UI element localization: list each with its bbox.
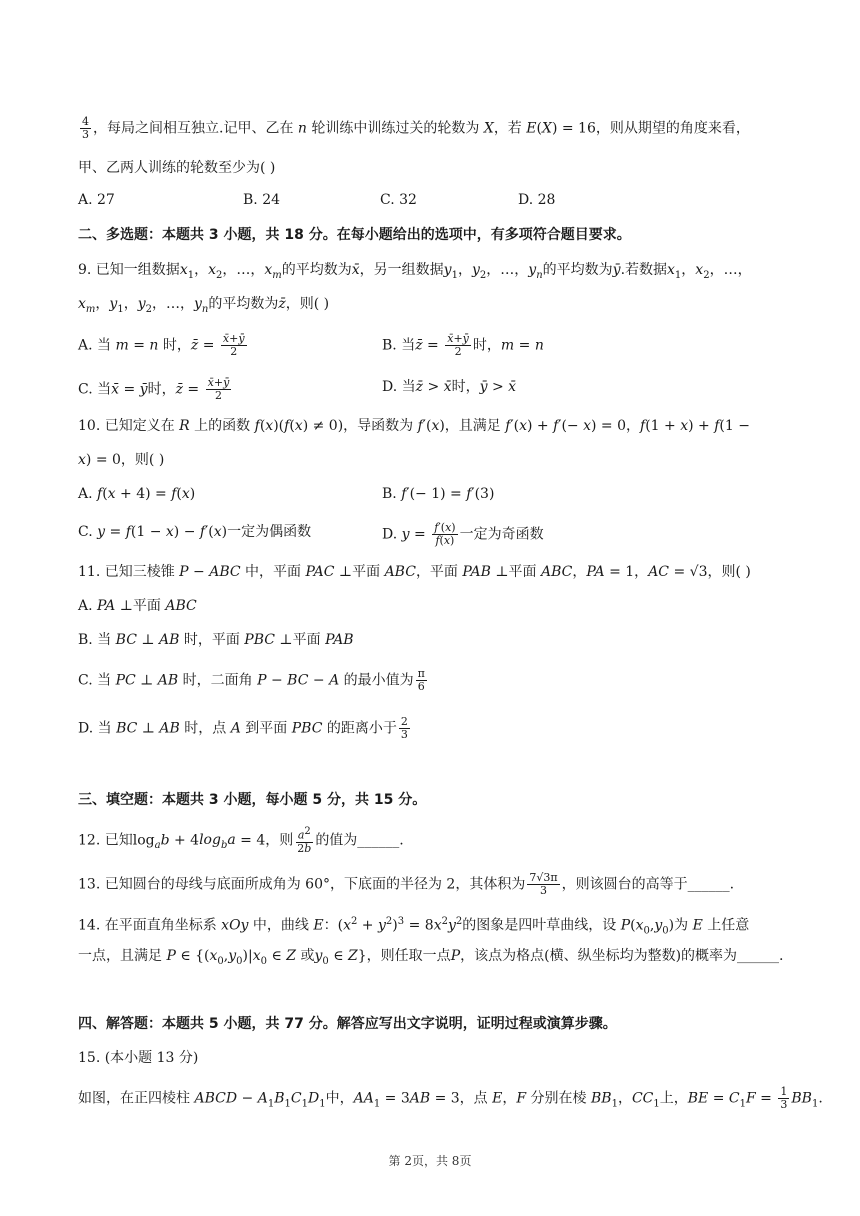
- q12: 12. 已知$\log_ab + 4\log_ba = 4$，则 $\frac{a^2}{2b}$ 的值为______.: [78, 826, 404, 855]
- q10-option-c: C. y = f(1 − x) − f′(x)一定为偶函数: [78, 524, 312, 540]
- q15-line1: 如图，在正四棱柱 ABCD − $A_1B_1C_1D_1$中，$AA_1 = 3AB = 3$，点 E，F 分别在棱 $BB_1$，$CC_1$上，BE = $C_1F$ = $\frac{1}{3}$ $BB_1$.: [78, 1085, 823, 1111]
- q11-option-c: C. 当 PC ⊥ AB 时，二面角 P − BC − A 的最小值为 $\frac{\pi}{6}$: [78, 667, 425, 693]
- q8-option-c: C. 32: [380, 192, 417, 208]
- q10-line2: x) = 0，则( ): [78, 452, 165, 468]
- q9-option-b: B. 当z̄ = $\frac{x̄+ȳ}{2}$ 时，m = n: [382, 332, 544, 358]
- q8-option-a: A. 27: [78, 192, 115, 208]
- q8-option-b: B. 24: [243, 192, 281, 208]
- q10-option-b: B. f′(− 1) = f′(3): [382, 486, 495, 502]
- q8-line1: $\frac{4}{3}$ ，每局之间相互独立.记甲、乙在 n 轮训练中训练过关的轮数为 X，若 E(X) = 16，则从期望的角度来看，: [82, 115, 750, 141]
- q9-option-c: C. 当x̄ = ȳ时，z̄ = $\frac{x̄+ȳ}{2}$: [78, 376, 230, 402]
- q11-option-b: B. 当 BC ⊥ AB 时，平面 PBC ⊥平面 PAB: [78, 632, 354, 648]
- section-4-heading: 四、解答题：本题共 5 小题，共 77 分。解答应写出文字说明，证明过程或演算步骤。: [78, 1016, 617, 1032]
- q9-line1: 9. 已知一组数据$x_1$，$x_2$，…，$x_m$的平均数为x̄，另一组数据$y_1$，$y_2$，…，$y_n$的平均数为ȳ.若数据$x_1$，$x_2$，…，: [78, 262, 752, 281]
- q11-option-a: A. PA ⊥平面 ABC: [78, 598, 197, 614]
- q13: 13. 已知圆台的母线与底面所成角为 60°，下底面的半径为 2，其体积为 $\frac{7√3\pi}{3}$ ，则该圆台的高等于______.: [78, 871, 735, 897]
- q10-option-a: A. f(x + 4) = f(x): [78, 486, 196, 502]
- q9-option-a: A. 当 m = n 时，z̄ = $\frac{x̄+ȳ}{2}$: [78, 332, 245, 358]
- section-2-heading: 二、多选题：本题共 3 小题，共 18 分。在每小题给出的选项中，有多项符合题目要求。: [78, 227, 631, 243]
- q10-option-d: D. y = $\frac{f'(x)}{f(x)}$ 一定为奇函数: [382, 521, 544, 547]
- q9-option-d: D. 当z̄ > x̄时，ȳ > x̄: [382, 379, 517, 395]
- section-3-heading: 三、填空题：本题共 3 小题，每小题 5 分，共 15 分。: [78, 792, 427, 808]
- q8-option-d: D. 28: [518, 192, 556, 208]
- q11-line1: 11. 已知三棱锥 P − ABC 中，平面 PAC ⊥平面 ABC，平面 PAB ⊥平面 ABC，PA = 1，AC = √3，则( ): [78, 564, 751, 580]
- q14-line2: 一点，且满足 P ∈ {$(x_0,y_0)|x_0$ ∈ Z 或$y_0$ ∈ Z}，则任取一点P，该点为格点(横、纵坐标均为整数)的概率为______.: [78, 948, 784, 967]
- q9-line2: $x_m$，$y_1$，$y_2$，…，$y_n$的平均数为z̄，则( ): [78, 296, 330, 315]
- page-footer: 第 2页，共 8页: [388, 1154, 472, 1168]
- q14-line1: 14. 在平面直角坐标系 xOy 中，曲线 E：$(x^2 + y^2)^3 = 8x^2y^2$的图象是四叶草曲线，设 $P(x_0,y_0)$为 E 上任意: [78, 916, 750, 937]
- q8-line2: 甲、乙两人训练的轮数至少为( ): [78, 160, 276, 176]
- q15-header: 15. (本小题 13 分): [78, 1050, 199, 1066]
- q11-option-d: D. 当 BC ⊥ AB 时，点 A 到平面 PBC 的距离小于 $\frac{2}{3}$: [78, 715, 408, 741]
- q10-line1: 10. 已知定义在 R 上的函数 f(x)(f(x) ≠ 0)，导函数为 f′(x)，且满足 f′(x) + f′(− x) = 0，f(1 + x) + f(1 −: [78, 418, 750, 434]
